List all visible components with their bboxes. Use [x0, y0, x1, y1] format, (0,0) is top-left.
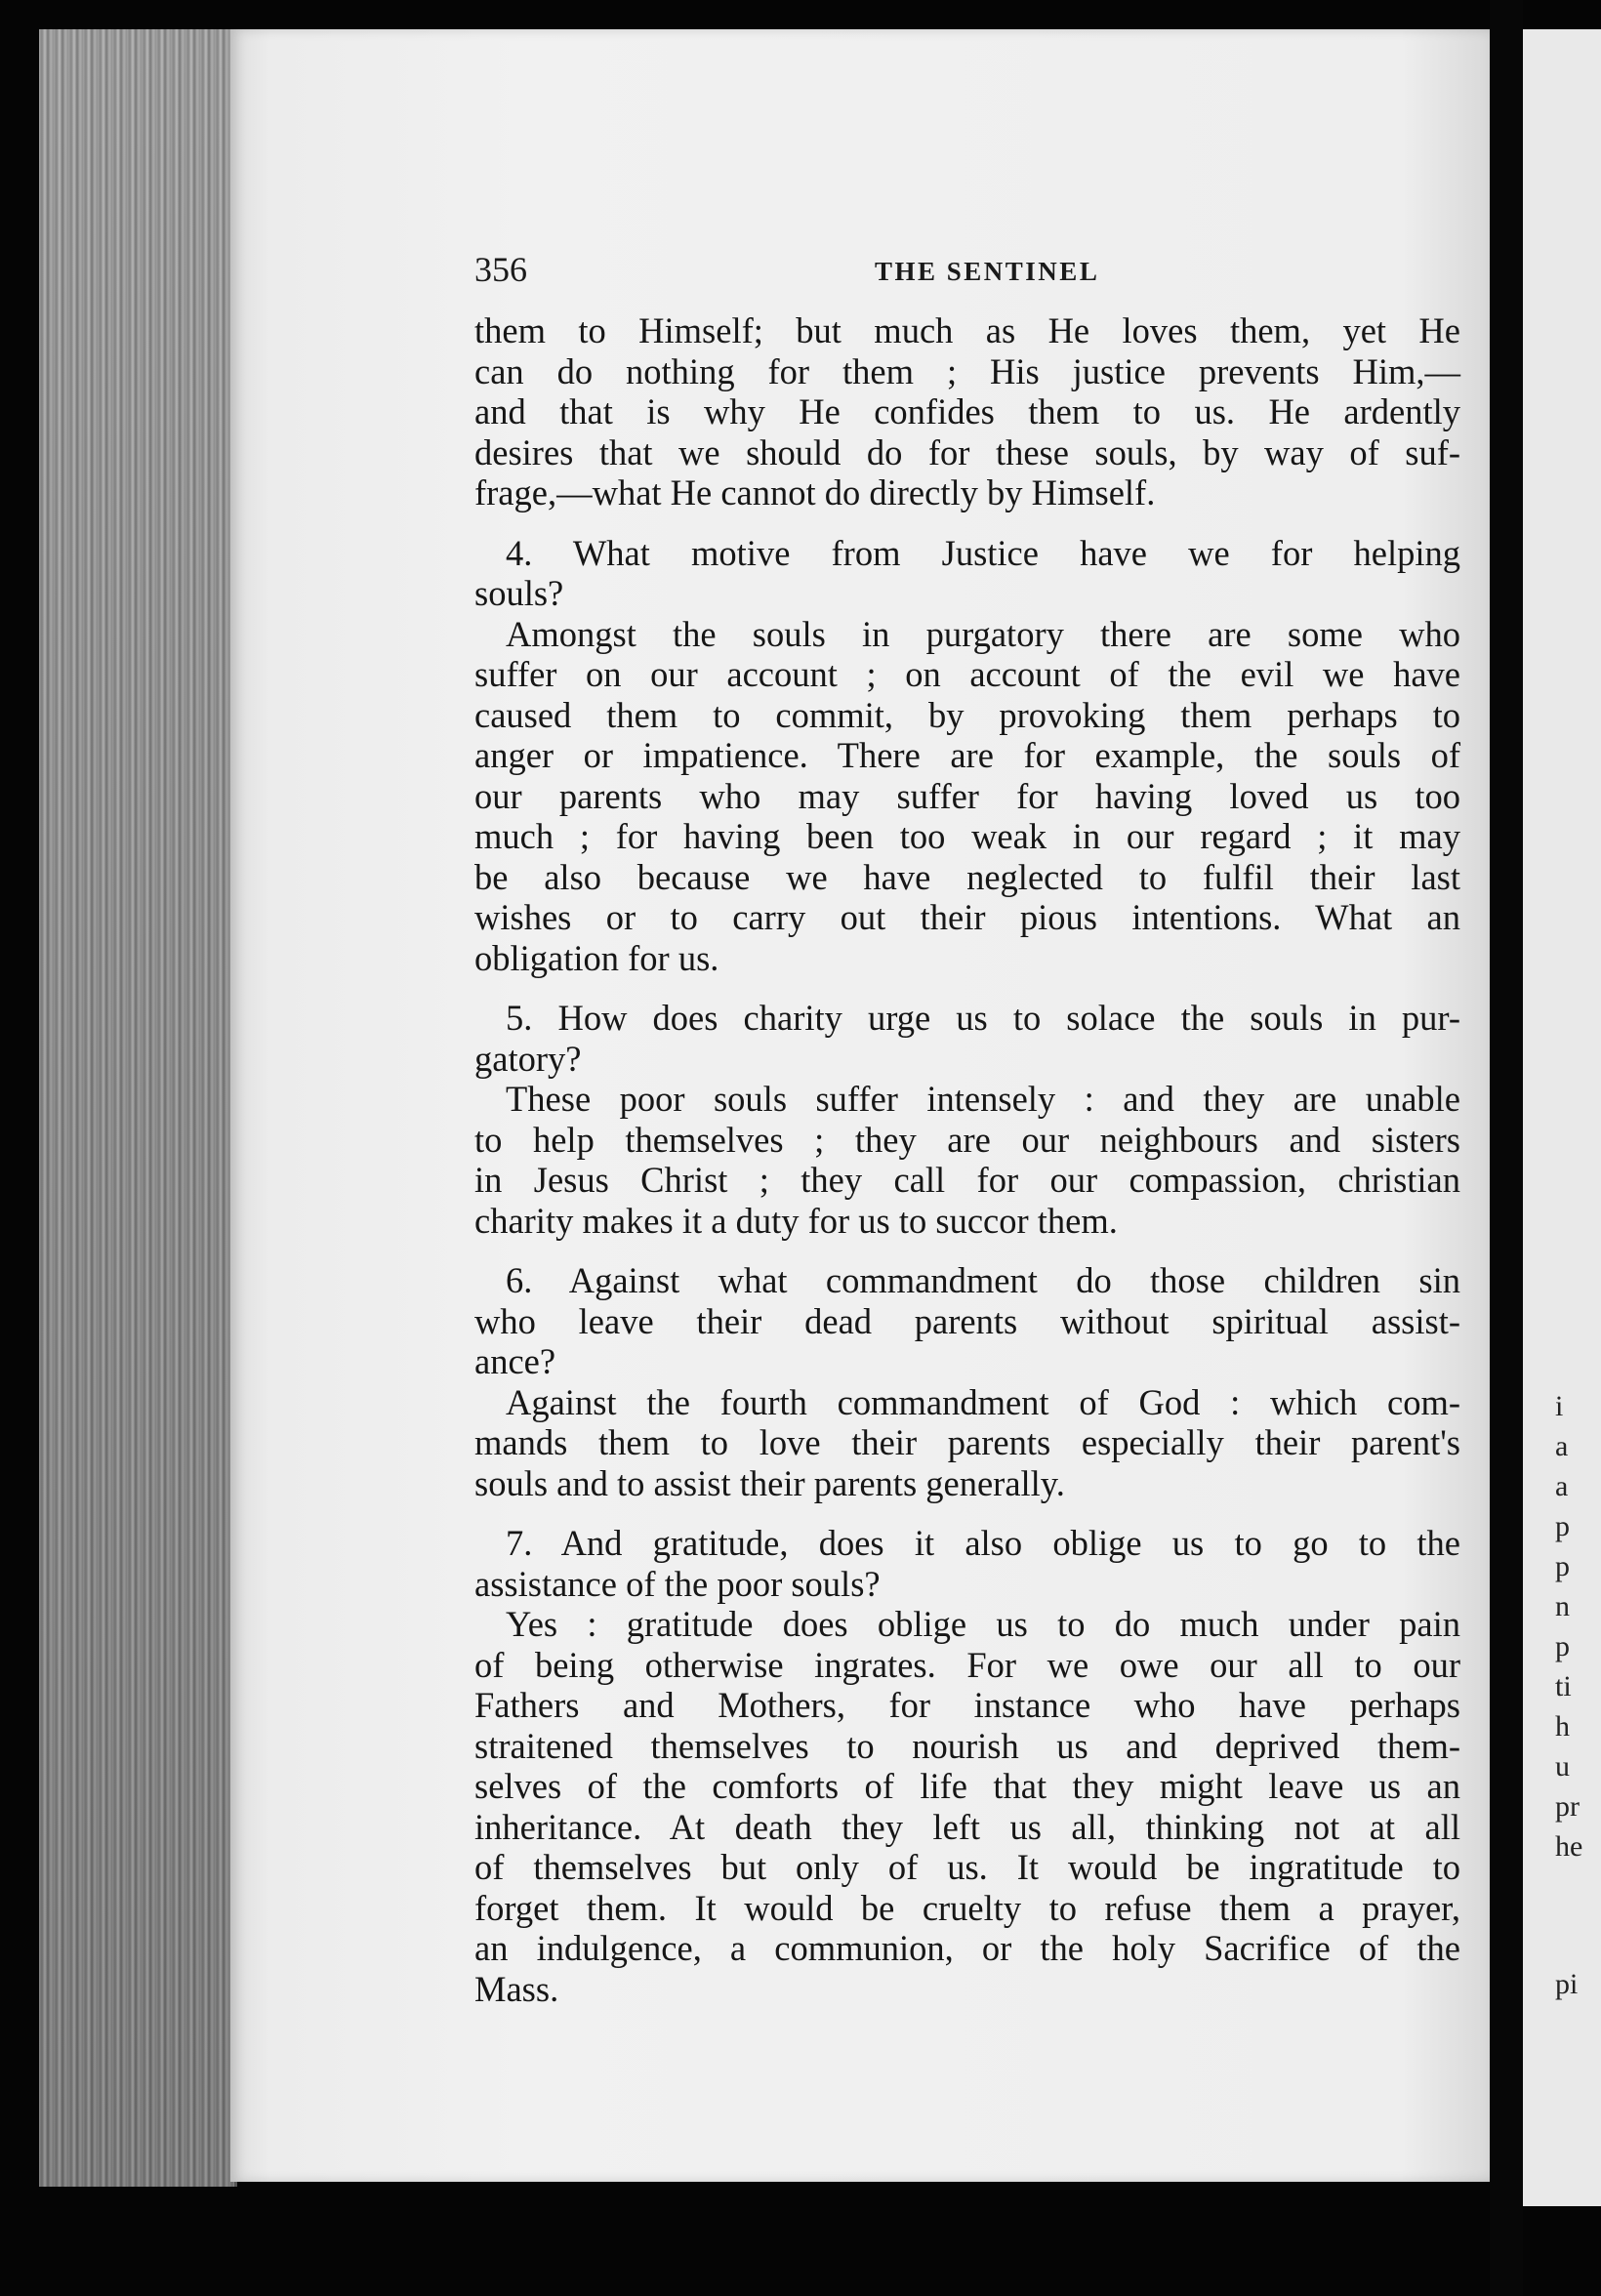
- answer-4: [474, 614, 1460, 979]
- book-gutter: [1490, 0, 1523, 2296]
- text-line: of being otherwise ingrates. For we owe our all to our: [474, 1644, 1460, 1685]
- running-head: THE SENTINEL: [875, 257, 1100, 286]
- text-line: selves of the comforts of life that they might leave us an: [474, 1766, 1460, 1806]
- text-line: 4. What motive from Justice have we for helping: [506, 532, 1460, 573]
- next-page-text-fragments: [1555, 1386, 1601, 2004]
- next-page-fragment: p: [1555, 1510, 1570, 1542]
- text-line: who leave their dead parents without spiritual assist-: [474, 1300, 1460, 1341]
- next-page-fragment: u: [1555, 1750, 1570, 1783]
- next-page-fragment: pi: [1555, 1968, 1579, 2000]
- page-body: [474, 310, 1460, 2009]
- text-line: suffer on our account ; on account of the evil we have: [474, 654, 1460, 694]
- next-page-fragment: a: [1555, 1470, 1569, 1502]
- text-line: frage,—what He cannot do directly by Himself.: [474, 472, 1156, 512]
- text-line: 6. Against what commandment do those children sin: [506, 1260, 1460, 1300]
- page-header: [474, 249, 1460, 288]
- question-4: [474, 533, 1460, 614]
- next-page-fragment: i: [1555, 1390, 1564, 1422]
- text-line: obligation for us.: [474, 937, 719, 978]
- question-6: [474, 1260, 1460, 1382]
- text-line: an indulgence, a communion, or the holy Sacrifice of the: [474, 1928, 1460, 1968]
- text-line: Mass.: [474, 1968, 559, 2009]
- next-page-fragment: h: [1555, 1710, 1570, 1742]
- text-line: 5. How does charity urge us to solace the souls in pur-: [506, 998, 1460, 1038]
- page-edges: [39, 29, 237, 2187]
- text-line: straitened themselves to nourish us and deprived them-: [474, 1725, 1460, 1766]
- text-line: in Jesus Christ ; they call for our compassion, christian: [474, 1160, 1460, 1200]
- text-line: to help themselves ; they are our neighbours and sisters: [474, 1119, 1460, 1160]
- text-line: ance?: [474, 1341, 556, 1381]
- text-line: desires that we should do for these souls, by way of suf-: [474, 431, 1460, 472]
- next-page-fragment: n: [1555, 1590, 1570, 1622]
- text-line: them to Himself; but much as He loves them, yet He: [474, 310, 1460, 350]
- text-line: Amongst the souls in purgatory there are some who: [506, 613, 1460, 654]
- text-line: 7. And gratitude, does it also oblige us to go to the: [506, 1523, 1460, 1563]
- text-line: Against the fourth commandment of God : which com-: [506, 1381, 1460, 1422]
- next-page-fragment: p: [1555, 1630, 1570, 1662]
- page-number: 356: [474, 250, 527, 289]
- next-page-fragment: he: [1555, 1830, 1583, 1863]
- next-page-fragment: p: [1555, 1550, 1570, 1582]
- text-line: of themselves but only of us. It would be ingratitude to: [474, 1847, 1460, 1887]
- next-page-fragment: ti: [1555, 1670, 1572, 1702]
- text-line: be also because we have neglected to fulfil their last: [474, 856, 1460, 897]
- text-line: and that is why He confides them to us. He ardently: [474, 391, 1460, 431]
- text-line: caused them to commit, by provoking them perhaps to: [474, 694, 1460, 735]
- text-line: much ; for having been too weak in our regard ; it may: [474, 816, 1460, 856]
- question-5: [474, 998, 1460, 1079]
- text-line: souls?: [474, 573, 564, 613]
- text-line: gatory?: [474, 1038, 582, 1079]
- text-line: charity makes it a duty for us to succor them.: [474, 1200, 1118, 1241]
- text-line: souls and to assist their parents generally.: [474, 1462, 1065, 1503]
- answer-6: [474, 1382, 1460, 1504]
- next-page-fragment: pr: [1555, 1790, 1580, 1823]
- answer-7: [474, 1604, 1460, 2009]
- text-line: mands them to love their parents especially their parent's: [474, 1422, 1460, 1462]
- text-line: assistance of the poor souls?: [474, 1563, 881, 1604]
- answer-5: [474, 1079, 1460, 1241]
- paragraph: [474, 310, 1460, 513]
- text-line: forget them. It would be cruelty to refuse them a prayer,: [474, 1887, 1460, 1928]
- text-line: These poor souls suffer intensely : and they are unable: [506, 1079, 1460, 1119]
- text-line: Yes : gratitude does oblige us to do much under pain: [506, 1604, 1460, 1644]
- text-line: anger or impatience. There are for example, the souls of: [474, 735, 1460, 775]
- next-page-fragment: a: [1555, 1430, 1569, 1462]
- text-line: our parents who may suffer for having loved us too: [474, 775, 1460, 816]
- question-7: [474, 1523, 1460, 1604]
- text-line: Fathers and Mothers, for instance who have perhaps: [474, 1685, 1460, 1725]
- text-line: inheritance. At death they left us all, thinking not at all: [474, 1806, 1460, 1847]
- text-line: wishes or to carry out their pious intentions. What an: [474, 897, 1460, 937]
- text-line: can do nothing for them ; His justice prevents Him,—: [474, 350, 1460, 391]
